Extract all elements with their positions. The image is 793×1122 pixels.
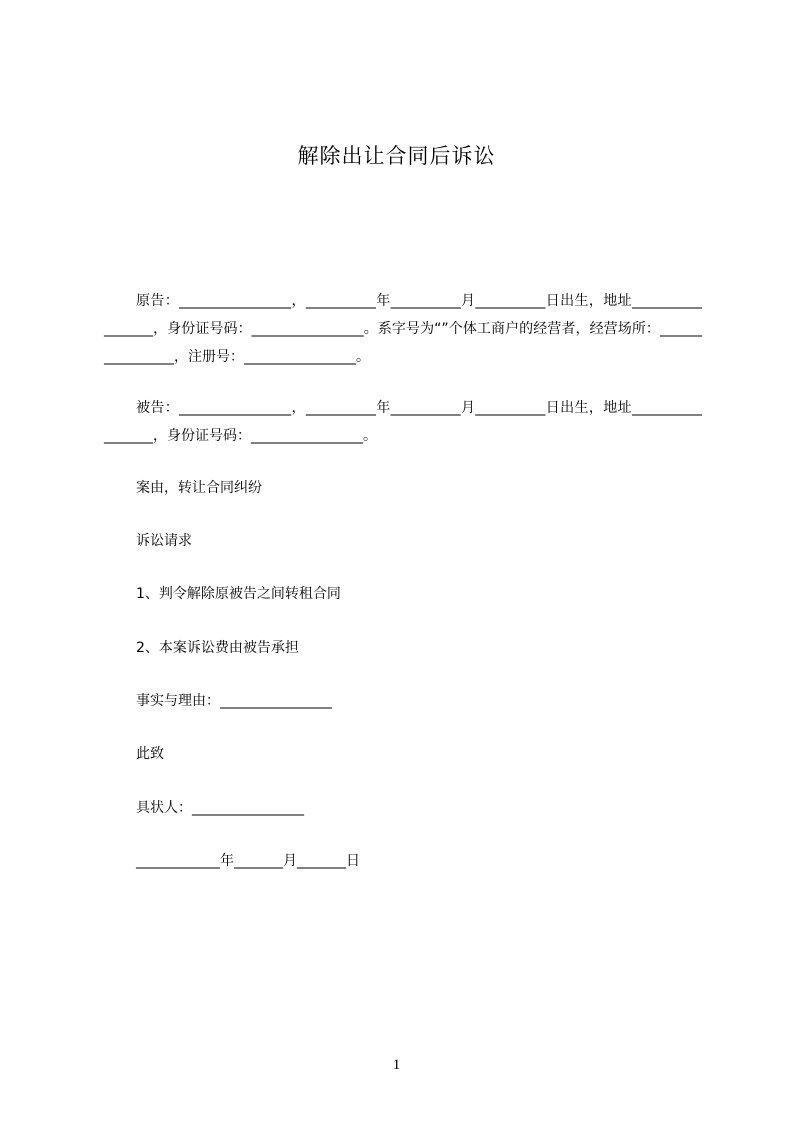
signer-line: 具状人：________________ (136, 800, 304, 816)
date-line: ____________年_______月_______日 (136, 853, 360, 869)
claim-item-1: 1、判令解除原被告之间转租合同 (136, 586, 341, 602)
defendant-paragraph: 被告：________________，__________年__________月__________日出生，地址_________________，身份证号码：________________。 (104, 400, 702, 444)
page-number: 1 (392, 1057, 401, 1073)
claims-heading: 诉讼请求 (136, 533, 192, 549)
facts-and-reasons: 事实与理由：________________ (136, 693, 332, 709)
plaintiff-paragraph: 原告：________________，__________年__________月__________日出生，地址_________________，身份证号码：________________。系字号为“”个体工商户的经营者，经营场所：________________，注册号：________________。 (104, 293, 702, 365)
closing-salutation: 此致 (136, 746, 164, 762)
case-cause: 案由，转让合同纠纷 (136, 480, 262, 496)
document-title: 解除出让合同后诉讼 (297, 144, 496, 168)
claim-item-2: 2、本案诉讼费由被告承担 (136, 640, 299, 656)
